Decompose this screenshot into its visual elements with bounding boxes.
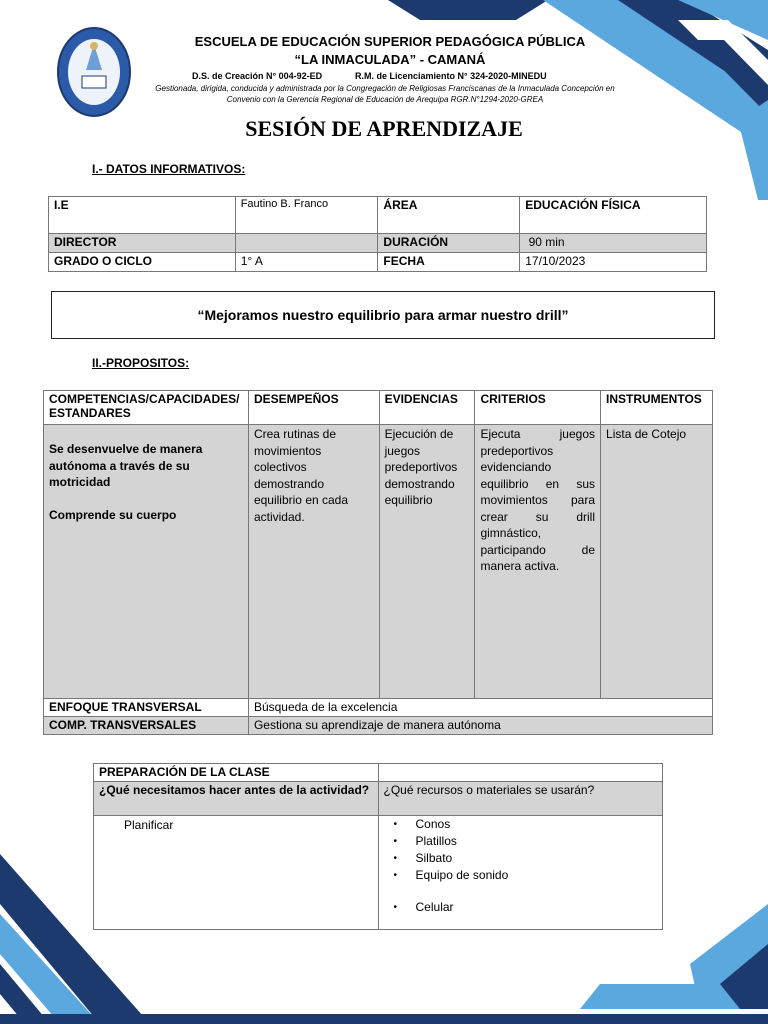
session-title: SESIÓN DE APRENDIZAJE bbox=[245, 116, 523, 141]
director-label: DIRECTOR bbox=[49, 234, 236, 253]
area-label: ÁREA bbox=[378, 197, 520, 234]
header-line-2: Convenio con la Gerencia Regional de Educación de Arequipa RGR.N°1294-2020-GREA bbox=[226, 95, 544, 104]
ds-creation: D.S. de Creación N° 004-92-ED bbox=[192, 71, 323, 81]
header-line-1: Gestionada, dirigida, conducida y administrada por la Congregación de Religiosas Franciscanas de la Inmaculada Concepción en bbox=[155, 84, 615, 93]
datos-row-ie bbox=[49, 197, 707, 234]
director-value bbox=[235, 234, 378, 253]
col-desempenos: DESEMPEÑOS bbox=[248, 391, 379, 425]
comp-value: Gestiona su aprendizaje de manera autónoma bbox=[248, 717, 712, 735]
preparacion-title-row bbox=[94, 764, 663, 782]
area-value: EDUCACIÓN FÍSICA bbox=[520, 197, 707, 234]
enfoque-row bbox=[44, 699, 713, 717]
preparacion-answers-row bbox=[94, 816, 663, 930]
material-item: • Silbato bbox=[384, 850, 657, 867]
datos-row-director bbox=[49, 234, 707, 253]
col-criterios: CRITERIOS bbox=[475, 391, 601, 425]
question-materials: ¿Qué recursos o materiales se usarán? bbox=[378, 782, 662, 816]
col-instrumentos: INSTRUMENTOS bbox=[601, 391, 713, 425]
datos-table bbox=[48, 196, 707, 272]
session-name: “Mejoramos nuestro equilibrio para armar nuestro drill” bbox=[197, 307, 569, 323]
school-logo bbox=[56, 26, 132, 118]
preparacion-title: PREPARACIÓN DE LA CLASE bbox=[94, 764, 379, 782]
answer-before: Planificar bbox=[94, 816, 379, 930]
section-datos-title: I.- DATOS INFORMATIVOS: bbox=[92, 162, 246, 176]
fecha-label: FECHA bbox=[378, 253, 520, 272]
material-item: • Platillos bbox=[384, 833, 657, 850]
col-competencias: COMPETENCIAS/CAPACIDADES/ ESTANDARES bbox=[44, 391, 249, 425]
evidencia-cell: Ejecución de juegos predeportivos demostrando equilibrio bbox=[379, 425, 475, 699]
school-subtitle: “LA INMACULADA” - CAMANÁ bbox=[294, 52, 486, 67]
duracion-value: 90 min bbox=[520, 234, 707, 253]
school-name: ESCUELA DE EDUCACIÓN SUPERIOR PEDAGÓGICA PÚBLICA bbox=[194, 34, 586, 49]
criterio-cell: Ejecuta juegos predeportivos evidenciando equilibrio en sus movimientos para crear su drill gimnástico, participando de manera activa. bbox=[475, 425, 601, 699]
material-item: • Celular bbox=[384, 899, 657, 916]
enfoque-label: ENFOQUE TRANSVERSAL bbox=[44, 699, 249, 717]
session-name-box bbox=[51, 291, 715, 339]
fecha-value: 17/10/2023 bbox=[520, 253, 707, 272]
instrumento-cell: Lista de Cotejo bbox=[601, 425, 713, 699]
enfoque-value: Búsqueda de la excelencia bbox=[248, 699, 712, 717]
competencia-2: Comprende su cuerpo bbox=[49, 507, 177, 522]
section-propositos-title: II.-PROPOSITOS: bbox=[92, 356, 190, 370]
desempeno-cell: Crea rutinas de movimientos colectivos demostrando equilibrio en cada actividad. bbox=[248, 425, 379, 699]
preparacion-table bbox=[93, 763, 663, 930]
ie-label: I.E bbox=[49, 197, 236, 234]
competencias-cell bbox=[44, 425, 249, 699]
preparacion-questions-row bbox=[94, 782, 663, 816]
grado-label: GRADO O CICLO bbox=[49, 253, 236, 272]
comp-label: COMP. TRANSVERSALES bbox=[44, 717, 249, 735]
comp-row bbox=[44, 717, 713, 735]
material-item: • Conos bbox=[384, 816, 657, 833]
rm-license: R.M. de Licenciamiento N° 324-2020-MINEDU bbox=[355, 71, 547, 81]
materials-cell bbox=[378, 816, 662, 930]
propositos-table bbox=[43, 390, 713, 735]
propositos-header-row bbox=[44, 391, 713, 425]
ie-value: Fautino B. Franco bbox=[235, 197, 378, 234]
datos-row-grado bbox=[49, 253, 707, 272]
material-item: • Equipo de sonido bbox=[384, 867, 657, 884]
competencia-1: Se desenvuelve de manera autónoma a través de su motricidad bbox=[49, 442, 203, 489]
col-evidencias: EVIDENCIAS bbox=[379, 391, 475, 425]
propositos-content-row bbox=[44, 425, 713, 699]
duracion-label: DURACIÓN bbox=[378, 234, 520, 253]
grado-value: 1° A bbox=[235, 253, 378, 272]
question-before: ¿Qué necesitamos hacer antes de la actividad? bbox=[94, 782, 379, 816]
materials-list bbox=[384, 816, 657, 916]
preparacion-title-empty bbox=[378, 764, 662, 782]
